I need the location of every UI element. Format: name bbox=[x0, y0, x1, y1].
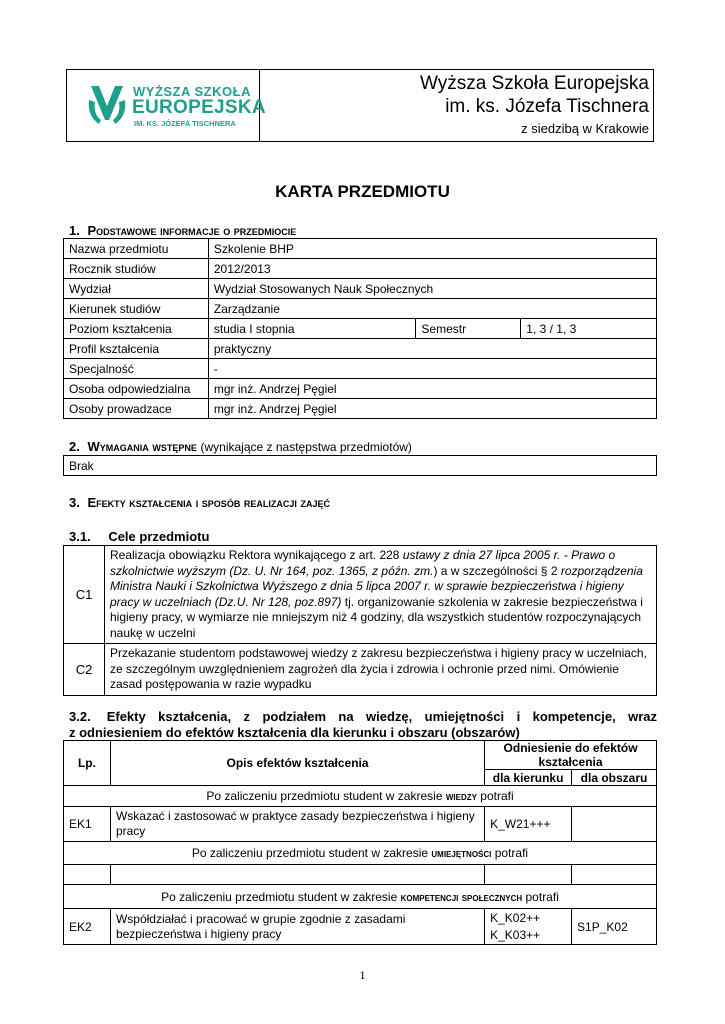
empty-cell bbox=[110, 865, 484, 885]
wiedza-row: Po zaliczeniu przedmiotu student w zakresie wiedzy potrafi bbox=[64, 786, 657, 807]
ek2-obszar: S1P_K02 bbox=[572, 909, 657, 945]
ek2-lp: EK2 bbox=[64, 909, 111, 945]
logo-line3: IM. KS. JÓZEFA TISCHNERA bbox=[134, 119, 236, 128]
header-title-1: Wyższa Szkoła Europejska bbox=[420, 73, 649, 94]
section31-heading bbox=[69, 529, 209, 544]
section3-heading bbox=[69, 495, 330, 510]
objective-c2-code: C2 bbox=[64, 644, 105, 696]
info-value: Zarządzanie bbox=[208, 299, 656, 319]
header-obszar: dla obszaru bbox=[572, 770, 657, 786]
ek1-kierunek: K_W21+++ bbox=[485, 807, 572, 842]
section3-title: Efekty kształcenia i sposób realizacji zajęć bbox=[87, 495, 331, 510]
section2-title: Wymagania wstępne bbox=[87, 439, 197, 454]
header-odniesienie: Odniesienie do efektów kształcenia bbox=[485, 741, 657, 770]
info-label: Wydział bbox=[64, 279, 209, 299]
kompetencje-row: Po zaliczeniu przedmiotu student w zakresie kompetencji społecznych potrafi bbox=[64, 885, 657, 909]
objective-c1-text: Realizacja obowiązku Rektora wynikającego z art. 228 ustawy z dnia 27 lipca 2005 r. - Prawo o szkolnictwie wyższym (Dz. U. Nr 164, poz. 1365, z późn. zm.) a w szczególności § 2 rozporządzenia Ministra Nauki i Szkolnictwa Wyższego z dnia 5 lipca 2007 r. w sprawie bezpieczeństwa i higieny pracy w uczelniach (Dz.U. Nr 128, poz.897) tj. organizowanie szkolenia w zakresie bezpieczeństwa i higieny pracy, w wymiarze nie mniejszym niż 4 godziny, dla wszystkich studentów rozpoczynających naukę w uczelni bbox=[105, 546, 657, 644]
section31-title: Cele przedmiotu bbox=[108, 529, 210, 544]
ek1-opis: Wskazać i zastosować w praktyce zasady bezpieczeństwa i higieny pracy bbox=[110, 807, 484, 842]
objectives-table bbox=[63, 545, 657, 696]
info-label: Poziom kształcenia bbox=[64, 319, 209, 339]
section31-number: 3.1. bbox=[69, 529, 91, 544]
info-value: mgr inż. Andrzej Pęgiel bbox=[208, 379, 656, 399]
requirements-table bbox=[63, 455, 657, 476]
section1-number: 1. bbox=[69, 223, 80, 238]
page-number: 1 bbox=[359, 968, 366, 982]
section2-subtitle: (wynikające z następstwa przedmiotów) bbox=[200, 440, 412, 454]
ek2-kierunek: K_K02++ K_K03++ bbox=[485, 909, 572, 945]
section32-number: 3.2. bbox=[69, 709, 91, 724]
header-title-2: im. ks. Józefa Tischnera bbox=[445, 96, 649, 117]
header-lp: Lp. bbox=[64, 741, 111, 786]
info-table bbox=[63, 238, 657, 419]
logo-icon bbox=[87, 84, 127, 128]
header-kierunek: dla kierunku bbox=[485, 770, 572, 786]
info-label: Nazwa przedmiotu bbox=[64, 239, 209, 259]
info-label: Specjalność bbox=[64, 359, 209, 379]
section32-title-line2: z odniesieniem do efektów kształcenia dla kierunku i obszaru (obszarów) bbox=[69, 725, 520, 740]
info-label: Osoby prowadzace bbox=[64, 399, 209, 419]
info-value: mgr inż. Andrzej Pęgiel bbox=[208, 399, 656, 419]
empty-cell bbox=[485, 865, 572, 885]
umiejetnosci-row: Po zaliczeniu przedmiotu student w zakresie umiejętności potrafi bbox=[64, 842, 657, 865]
section1-title: Podstawowe informacje o przedmiocie bbox=[87, 223, 297, 238]
info-value: Wydział Stosowanych Nauk Społecznych bbox=[208, 279, 656, 299]
ek1-lp: EK1 bbox=[64, 807, 111, 842]
info-value: studia I stopnia bbox=[208, 319, 416, 339]
logo-line2: EUROPEJSKA bbox=[132, 97, 266, 118]
info-label: Profil kształcenia bbox=[64, 339, 209, 359]
section32-title-line1: Efekty kształcenia, z podziałem na wiedzę, umiejętności i kompetencje, wraz bbox=[106, 709, 657, 724]
header-opis: Opis efektów kształcenia bbox=[110, 741, 484, 786]
ek1-obszar bbox=[572, 807, 657, 842]
info-label: Rocznik studiów bbox=[64, 259, 209, 279]
info-row bbox=[64, 239, 657, 259]
outcomes-table bbox=[63, 740, 657, 945]
info-row bbox=[64, 299, 657, 319]
objective-c2-text: Przekazanie studentom podstawowej wiedzy z zakresu bezpieczeństwa i higieny pracy w uczelniach, ze szczególnym uwzględnieniem zagrożeń dla życia i zdrowia i ochronie przed nimi. Omówienie zasad postępowania w razie wypadku bbox=[105, 644, 657, 696]
info-value: praktyczny bbox=[208, 339, 656, 359]
logo-line1: WYŻSZA SZKOŁA bbox=[133, 84, 251, 99]
document-title: KARTA PRZEDMIOTU bbox=[275, 182, 450, 201]
objective-c1-code: C1 bbox=[64, 546, 105, 644]
logo-cell bbox=[67, 70, 266, 141]
empty-cell bbox=[64, 865, 111, 885]
info-row bbox=[64, 359, 657, 379]
info-row bbox=[64, 399, 657, 419]
info-row bbox=[64, 259, 657, 279]
info-label: Osoba odpowiedzialna bbox=[64, 379, 209, 399]
empty-cell bbox=[572, 865, 657, 885]
info-row bbox=[64, 279, 657, 299]
info-label: Kierunek studiów bbox=[64, 299, 209, 319]
ek2-opis: Współdziałać i pracować w grupie zgodnie z zasadami bezpieczeństwa i higieny pracy bbox=[110, 909, 484, 945]
requirements-value: Brak bbox=[64, 456, 657, 476]
info-value: Szkolenie BHP bbox=[208, 239, 656, 259]
info-value: - bbox=[208, 359, 656, 379]
section32-heading bbox=[69, 709, 657, 741]
header-title-3: z siedzibą w Krakowie bbox=[521, 121, 649, 136]
info-value: 2012/2013 bbox=[208, 259, 656, 279]
info-row bbox=[64, 379, 657, 399]
info-extra-label: Semestr bbox=[416, 319, 521, 339]
info-row bbox=[64, 339, 657, 359]
section3-number: 3. bbox=[69, 495, 80, 510]
header-box bbox=[66, 69, 654, 142]
section2-heading bbox=[69, 439, 412, 454]
section1-heading bbox=[69, 223, 296, 238]
section2-number: 2. bbox=[69, 439, 80, 454]
info-row bbox=[64, 319, 657, 339]
info-extra-value: 1, 3 / 1, 3 bbox=[521, 319, 657, 339]
